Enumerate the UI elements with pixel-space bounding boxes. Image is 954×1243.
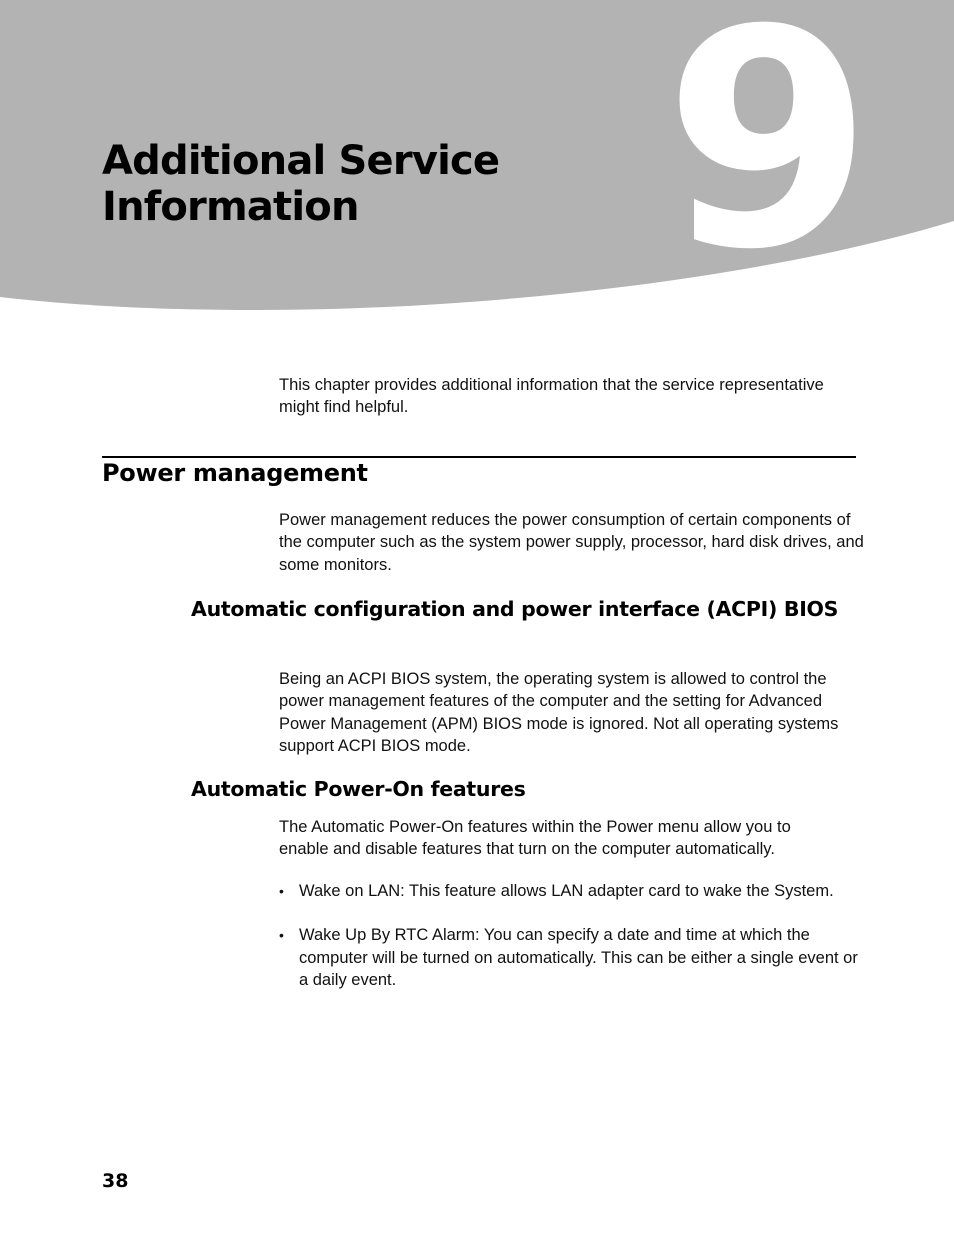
auto-power-on-body: The Automatic Power-On features within the Power menu allow you to enable and disable features that turn on the computer automatically. bbox=[279, 818, 791, 859]
subsection-heading-acpi: Automatic configuration and power interface (ACPI) BIOS bbox=[191, 597, 839, 621]
subsection-heading-auto-power-on: Automatic Power-On features bbox=[191, 777, 526, 801]
chapter-title bbox=[102, 138, 499, 230]
power-management-body: Power management reduces the power consumption of certain components of the computer such as the system power supply, processor, hard disk drives, and some monitors. bbox=[279, 511, 864, 574]
list-item bbox=[279, 924, 869, 991]
chapter-intro: This chapter provides additional information that the service representative might find helpful. bbox=[279, 376, 824, 417]
list-item-text: Wake Up By RTC Alarm: You can specify a date and time at which the computer will be turned on automatically. This can be either a single event or a daily event. bbox=[299, 926, 858, 990]
section-heading-power-management: Power management bbox=[102, 459, 368, 487]
list-item bbox=[279, 880, 869, 902]
chapter-title-line-2: Information bbox=[102, 184, 359, 230]
page-number: 38 bbox=[102, 1170, 129, 1192]
chapter-title-line-1: Additional Service bbox=[102, 138, 500, 184]
list-item-text: Wake on LAN: This feature allows LAN adapter card to wake the System. bbox=[299, 882, 834, 900]
bullet-icon: • bbox=[279, 883, 284, 899]
chapter-number: 9 bbox=[664, 0, 867, 315]
feature-list bbox=[279, 880, 869, 992]
bullet-icon: • bbox=[279, 927, 284, 944]
acpi-body: Being an ACPI BIOS system, the operating system is allowed to control the power management features of the computer and the setting for Advanced Power Management (APM) BIOS mode is ignored. Not all operating systems support ACPI BIOS mode. bbox=[279, 670, 839, 756]
